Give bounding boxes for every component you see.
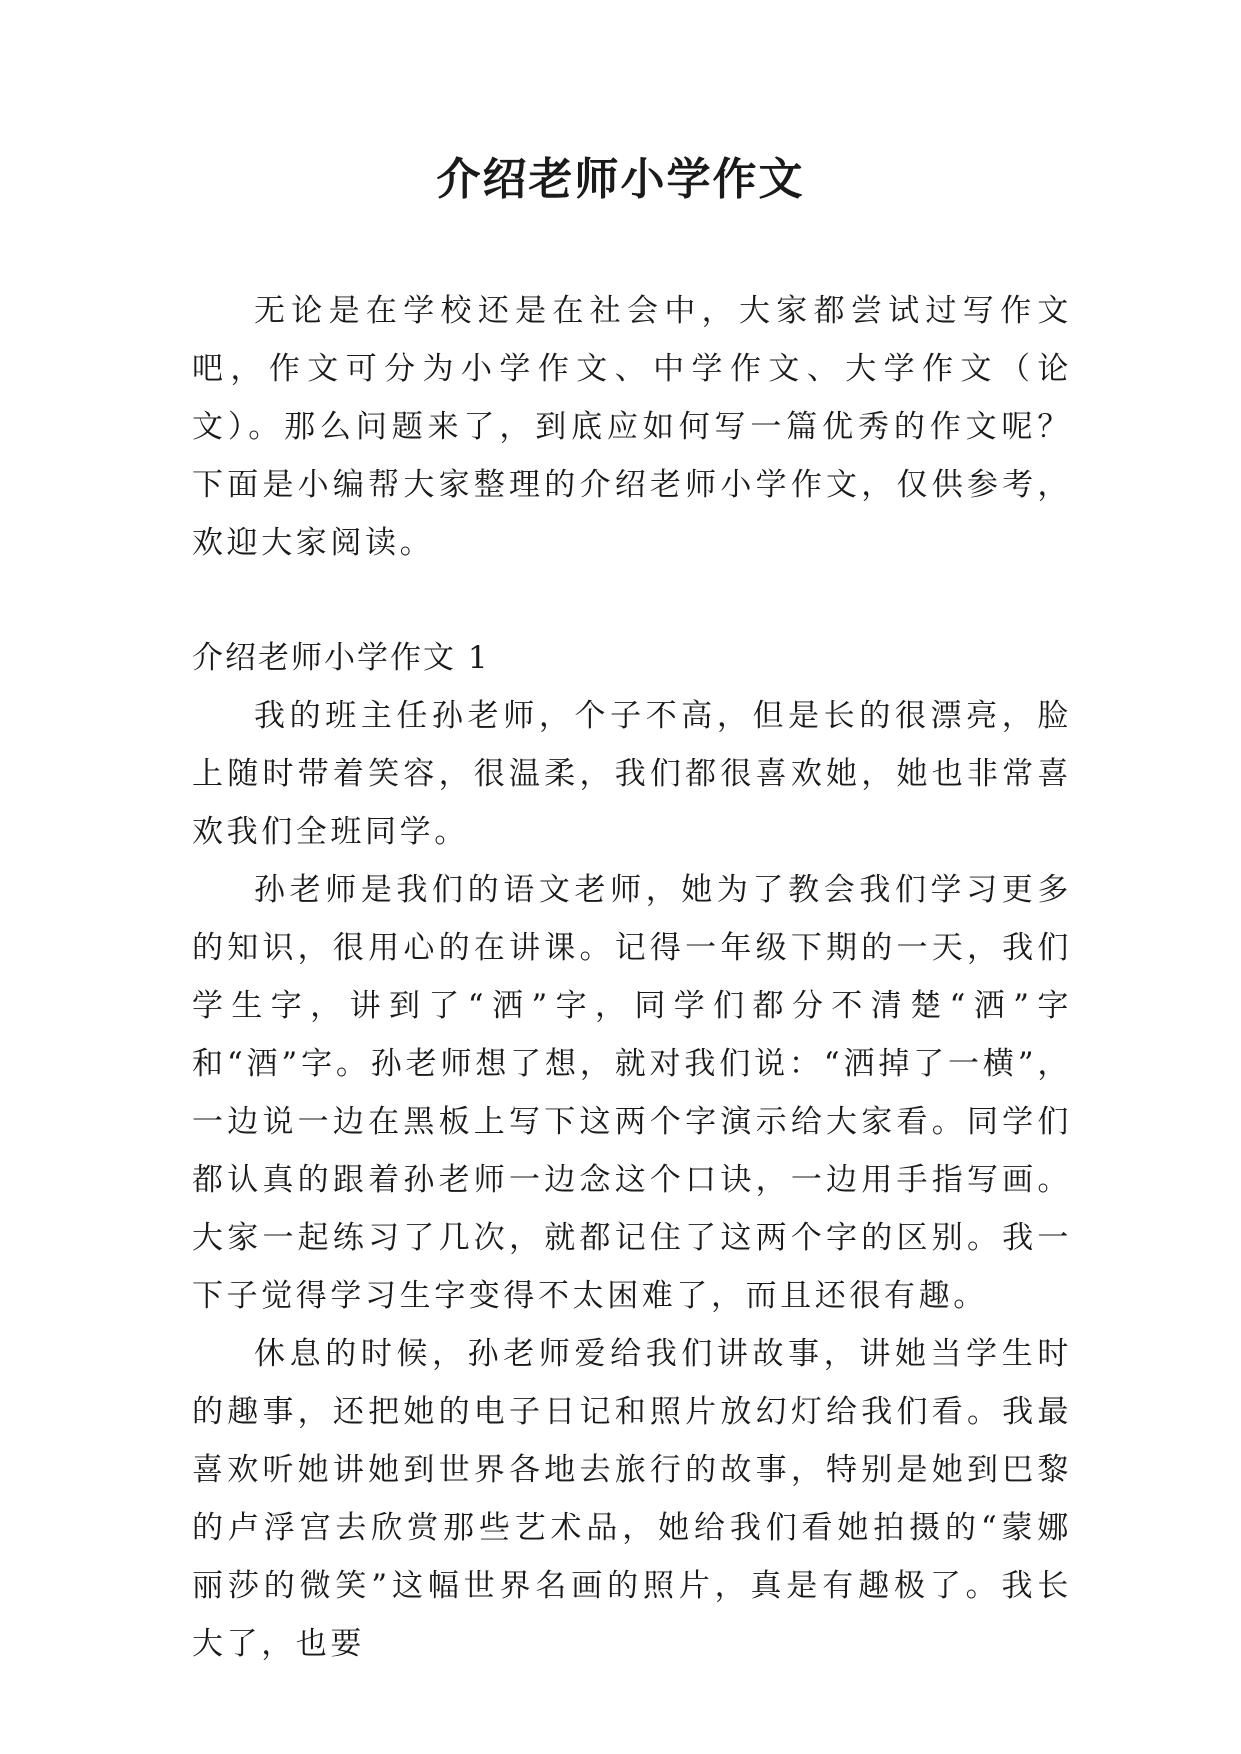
body-paragraph: 休息的时候，孙老师爱给我们讲故事，讲她当学生时的趣事，还把她的电子日记和照片放幻灯给我们看。我最喜欢听她讲她到世界各地去旅行的故事，特别是她到巴黎的卢浮宫去欣赏那些艺术品，她给我们看她拍摄的“蒙娜丽莎的微笑”这幅世界名画的照片，真是有趣极了。我长大了，也要 — [192, 1336, 1072, 1662]
document-body — [192, 282, 1072, 1673]
body-paragraph: 孙老师是我们的语文老师，她为了教会我们学习更多的知识，很用心的在讲课。记得一年级下期的一天，我们学生字，讲到了“洒”字，同学们都分不清楚“洒”字和“酒”字。孙老师想了想，就对我们说：“洒掉了一横”，一边说一边在黑板上写下这两个字演示给大家看。同学们都认真的跟着孙老师一边念这个口诀，一边用手指写画。大家一起练习了几次，就都记住了这两个字的区别。我一下子觉得学习生字变得不太困难了，而且还很有趣。 — [192, 872, 1072, 1314]
section-heading: 介绍老师小学作文 1 — [192, 640, 490, 676]
document-title: 介绍老师小学作文 — [436, 154, 805, 205]
intro-paragraph: 无论是在学校还是在社会中，大家都尝试过写作文吧，作文可分为小学作文、中学作文、大学作文（论文）。那么问题来了，到底应如何写一篇优秀的作文呢？下面是小编帮大家整理的介绍老师小学作文，仅供参考，欢迎大家阅读。 — [192, 293, 1072, 561]
body-paragraph: 我的班主任孙老师，个子不高，但是长的很漂亮，脸上随时带着笑容，很温柔，我们都很喜欢她，她也非常喜欢我们全班同学。 — [192, 698, 1072, 850]
